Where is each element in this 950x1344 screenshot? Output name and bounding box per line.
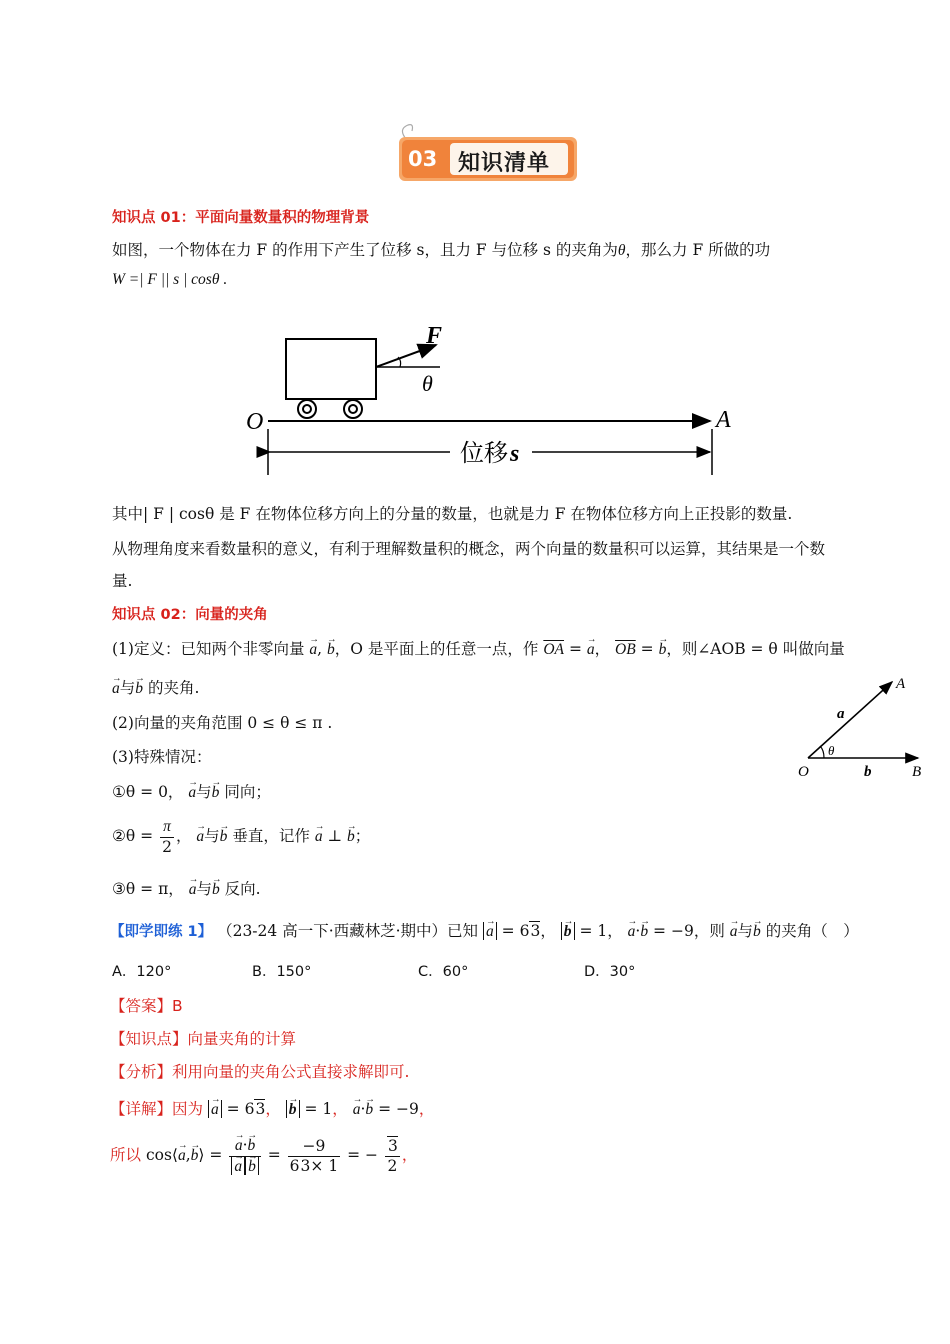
sqrt3-1: 3	[530, 922, 541, 940]
detail-tag: 【详解】	[110, 1100, 173, 1118]
opt-key: D．	[584, 964, 610, 980]
vector-a-9: → a	[628, 923, 636, 941]
def-text-d: 的夹角.	[147, 679, 200, 697]
frac2-den: 6	[289, 1156, 300, 1175]
option-C[interactable]	[418, 960, 468, 981]
exercise-tag: 【即学即练 1】	[110, 924, 213, 940]
fig-label-theta: θ	[828, 743, 835, 758]
opt-val: 30°	[609, 964, 636, 980]
vector-OB: $\overline{OB}$	[615, 641, 636, 658]
kp1-meaning-text-b: 量.	[112, 572, 133, 590]
vector-b-14: → b	[248, 1137, 256, 1156]
sqrt3-3: 3	[300, 1156, 311, 1175]
vector-b-2: → b	[659, 641, 667, 659]
kp2-heading: 知识点 02：向量的夹角	[112, 607, 268, 623]
def-text-b: ，O 是平面上的任意一点，作	[334, 640, 539, 658]
mag-a-value-2: = 6	[226, 1100, 255, 1118]
vector-a-13: → a	[178, 1147, 186, 1165]
case1-cond: ①θ = 0，	[112, 783, 184, 801]
badge-title: 知识清单	[458, 151, 551, 176]
fig-label-O: O	[798, 764, 809, 780]
mag-b-2	[286, 1100, 300, 1118]
angle-figure	[790, 670, 930, 790]
kp1-text-b: ，那么力 F 所做的功	[625, 241, 771, 259]
case3-tail: 反向.	[224, 880, 261, 898]
force-displacement-figure	[240, 315, 740, 485]
vector-b-3: → b	[135, 680, 143, 698]
label-O: O	[246, 409, 264, 435]
badge-number: 03	[408, 147, 438, 171]
pi-over-2	[160, 818, 174, 856]
kp-value: 向量夹角的计算	[187, 1030, 297, 1048]
kp2-range: (2)向量的夹角范围 0 ≤ θ ≤ π .	[112, 714, 333, 732]
opt-val: 150°	[276, 964, 312, 980]
cos-text: cos	[145, 1146, 172, 1165]
result-neg: = −	[347, 1146, 379, 1165]
dot-value-2: = −9	[378, 1100, 419, 1118]
vector-a-3: → a	[112, 680, 120, 698]
cos-frac-1: → a·→ b → a → b	[229, 1136, 261, 1176]
kp1-projection-text: 其中| F | cosθ 是 F 在物体位移方向上的分量的数量，也就是力 F 在物体位移方向上正投影的数量.	[112, 505, 793, 523]
vector-a-5: → a	[196, 828, 204, 846]
opt-key: B．	[252, 964, 277, 980]
mag-a-2	[208, 1100, 222, 1118]
vector-b-10: → b	[753, 923, 761, 941]
label-A: A	[716, 407, 731, 433]
vector-a-12: → a	[353, 1101, 361, 1119]
kp1-meaning-text-a: 从物理角度来看数量积的意义，有利于理解数量积的概念，两个向量的数量积可以运算，其结果是一个数	[112, 540, 826, 558]
frac2-den-tail: × 1	[310, 1156, 339, 1175]
answer-value: B	[172, 997, 183, 1015]
fig-label-b: b	[864, 764, 872, 780]
detail-text: 因为	[172, 1100, 204, 1118]
fig-label-a: a	[837, 706, 845, 722]
vector-a-11: → a	[211, 1101, 219, 1119]
detail-line: 【详解】因为 → a = 63， → b = 1， → a·→ b = −9，	[110, 1097, 434, 1119]
mag-a	[483, 922, 497, 940]
mag-b-value-2: = 1	[304, 1100, 333, 1118]
vector-b-5: → b	[220, 828, 228, 846]
opt-key: A．	[112, 964, 137, 980]
case2-tail: 垂直，记作	[232, 827, 310, 846]
vector-b-11: → b	[289, 1101, 297, 1119]
mag-b-value: = 1	[579, 922, 608, 940]
analysis-line	[110, 1060, 409, 1082]
vector-a-6: → a	[315, 828, 323, 846]
kp2-definition-line2	[112, 676, 199, 698]
vector-a-8: → a	[486, 923, 494, 941]
yu-2: 与	[196, 783, 212, 801]
vector-a-2: → a	[587, 641, 595, 659]
analysis-value: 利用向量的夹角公式直接求解即可.	[172, 1063, 410, 1081]
option-A[interactable]	[112, 960, 171, 981]
knowledge-line	[110, 1027, 296, 1049]
solution-formula: 所以 cos⟨→ a,→ b⟩ = → a·→ b → a → b = $\frac{-9}{63\times 1}$ = − $\frac{3}{2}$ ，	[110, 1136, 417, 1176]
label-s: s	[510, 441, 520, 467]
mag-a-value: = 6	[501, 922, 530, 940]
def-text-c: ，则∠AOB = θ 叫做向量	[666, 640, 845, 658]
def-text-a: (1)定义：已知两个非零向量	[112, 640, 305, 658]
mag-b	[561, 922, 575, 940]
vector-a-4: → a	[188, 784, 196, 802]
frac-num: π	[160, 818, 174, 838]
section-badge	[396, 121, 580, 185]
label-F: F	[426, 323, 443, 349]
vector-b-7: → b	[212, 881, 220, 899]
analysis-tag: 【分析】	[110, 1063, 173, 1081]
opt-val: 120°	[136, 964, 172, 980]
kp1-heading: 知识点 01：平面向量数量积的物理背景	[112, 210, 370, 226]
case-same-direction	[112, 780, 271, 802]
opt-key: C．	[418, 964, 443, 980]
kp2-definition: (1)定义：已知两个非零向量 → a, → b，O 是平面上的任意一点，作 $\overline{OA}$ = → a， $\overline{OB}$ = → b，则∠AOB = θ 叫做向量	[112, 637, 845, 659]
vector-b-15: → b	[248, 1158, 256, 1177]
sqrt3-2: 3	[255, 1100, 266, 1118]
exercise-source: （23-24 高一下·西藏林芝·期中）已知	[217, 922, 479, 940]
answer-line	[110, 994, 183, 1016]
label-theta: θ	[422, 371, 433, 396]
kp1-text-a: 如图，一个物体在力 F 的作用下产生了位移 s，且力 F 与位移 s 的夹角为	[112, 241, 618, 259]
frac2-num: −9	[288, 1137, 341, 1157]
work-formula: W =| F || s | cosθ .	[112, 271, 228, 288]
yu-1: 与	[119, 679, 136, 697]
vector-a-10: → a	[730, 923, 738, 941]
vector-a-7: → a	[189, 881, 197, 899]
opt-val: 60°	[442, 964, 469, 980]
case3-cond: ③θ = π，	[112, 880, 184, 898]
vector-a: → a	[309, 641, 317, 659]
vector-a-14: → a	[235, 1137, 243, 1156]
exercise-question: 【即学即练 1】 （23-24 高一下·西藏林芝·期中）已知 → a = 63， → b = 1， → a·→ b = −9，则 → a与→ b 的夹角（ ）	[110, 919, 859, 941]
vector-b-9: → b	[640, 923, 648, 941]
vector-b-12: → b	[365, 1101, 373, 1119]
ask: ，则	[693, 922, 725, 940]
vector-b-13: → b	[191, 1147, 199, 1165]
case-opposite	[112, 877, 261, 899]
ask-tail: 的夹角（ ）	[765, 922, 859, 940]
sqrt3-4: 3	[387, 1137, 398, 1155]
option-B[interactable]	[252, 960, 311, 981]
kp1-paragraph	[112, 238, 770, 260]
kp2-special: (3)特殊情况：	[112, 748, 212, 766]
kp-tag: 【知识点】	[110, 1030, 188, 1048]
case-perpendicular: ②θ = $\frac{\pi}{2}$ ， → a与→ b 垂直，记作 → a ⊥ → b；	[112, 818, 370, 856]
fig-label-B: B	[912, 764, 922, 780]
result-frac	[385, 1137, 400, 1175]
vector-b-8: → b	[564, 923, 572, 941]
vector-b-4: → b	[212, 784, 220, 802]
vector-OA: $\overline{OA}$	[543, 641, 565, 658]
yu-3: 与	[204, 827, 220, 846]
cos-frac-2	[288, 1137, 341, 1175]
option-D[interactable]	[584, 960, 635, 981]
yu-4: 与	[196, 880, 212, 898]
fig-label-A: A	[896, 676, 906, 692]
frac-den: 2	[162, 837, 172, 856]
case2-cond: ②θ =	[112, 827, 154, 846]
dot-value: = −9	[653, 922, 694, 940]
cart-body	[286, 339, 376, 399]
case1-tail: 同向；	[224, 783, 271, 801]
vector-b: → b	[327, 641, 335, 659]
yu-5: 与	[737, 922, 754, 940]
result-den: 2	[387, 1156, 398, 1175]
label-displacement: 位移	[460, 439, 508, 467]
vector-a-15: → a	[234, 1158, 242, 1177]
answer-tag: 【答案】	[110, 997, 173, 1015]
kp1-theta: θ	[617, 242, 626, 259]
vector-b-6: → b	[347, 828, 355, 846]
so-text: 所以	[110, 1146, 142, 1165]
